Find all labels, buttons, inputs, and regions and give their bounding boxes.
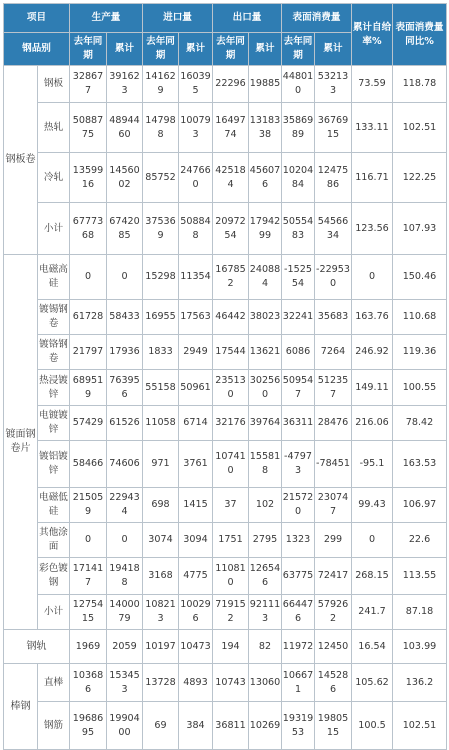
cell-self-sufficiency: 241.7 [352,595,393,630]
cell-exports-cumulative: 102 [249,488,282,523]
cell-production-last-year: 0 [70,255,107,300]
table-row [4,66,447,103]
cell-production-last-year: 1969 [70,630,107,664]
cell-production-cumulative: 2059 [107,630,143,664]
cell-apparent-cumulative: 532133 [315,66,352,103]
cell-imports-cumulative: 6714 [179,406,213,441]
cell-exports-cumulative: 921113 [249,595,282,630]
cell-apparent-cumulative: 3676915 [315,103,352,153]
cell-apparent-last-year: 63775 [282,558,315,595]
cell-imports-last-year: 698 [143,488,179,523]
cell-self-sufficiency: 246.92 [352,335,393,370]
cell-self-sufficiency: 105.62 [352,664,393,702]
row-name: 电磁低硅 [38,488,70,523]
cell-apparent-last-year: 5055483 [282,203,315,255]
cell-imports-last-year: 85752 [143,153,179,203]
cell-exports-last-year: 1751 [213,523,249,558]
cell-production-last-year: 103686 [70,664,107,702]
cell-exports-last-year: 194 [213,630,249,664]
cell-exports-last-year: 37 [213,488,249,523]
cell-self-sufficiency: 0 [352,255,393,300]
header-production-last-year: 去年同期 [70,33,107,66]
cell-production-last-year: 21797 [70,335,107,370]
cell-apparent-cumulative: 72417 [315,558,352,595]
row-name: 镀锡钢卷 [38,300,70,335]
cell-consumption-yoy: 22.6 [393,523,447,558]
row-name: 其他涂面 [38,523,70,558]
cell-exports-last-year: 22296 [213,66,249,103]
cell-apparent-last-year: 11972 [282,630,315,664]
cell-imports-cumulative: 10473 [179,630,213,664]
cell-exports-last-year: 107410 [213,441,249,488]
cell-production-last-year: 61728 [70,300,107,335]
cell-exports-cumulative: 10269 [249,702,282,750]
cell-exports-last-year: 1649774 [213,103,249,153]
cell-apparent-cumulative: 1247586 [315,153,352,203]
table-row [4,558,447,595]
cell-consumption-yoy: 110.68 [393,300,447,335]
cell-apparent-last-year: 664476 [282,595,315,630]
cell-production-cumulative: 153453 [107,664,143,702]
cell-production-cumulative: 0 [107,255,143,300]
cell-production-last-year: 1968695 [70,702,107,750]
row-name: 热轧 [38,103,70,153]
cell-exports-cumulative: 2795 [249,523,282,558]
header-production: 生产量 [70,4,143,33]
cell-apparent-cumulative: 5456634 [315,203,352,255]
cell-imports-cumulative: 11354 [179,255,213,300]
cell-imports-cumulative: 384 [179,702,213,750]
header-exports-cumulative: 累计 [249,33,282,66]
cell-production-cumulative: 1990400 [107,702,143,750]
cell-self-sufficiency: 149.11 [352,370,393,406]
row-name: 电镀镀锌 [38,406,70,441]
cell-apparent-last-year: 1020484 [282,153,315,203]
cell-production-cumulative: 229434 [107,488,143,523]
row-name: 镀铬钢卷 [38,335,70,370]
table-row [4,595,447,630]
cell-self-sufficiency: 100.5 [352,702,393,750]
header-self-sufficiency: 累计自给率% [352,4,393,66]
cell-production-last-year: 6777368 [70,203,107,255]
cell-exports-last-year: 36811 [213,702,249,750]
cell-imports-cumulative: 2949 [179,335,213,370]
header-apparent-consumption: 表面消费量 [282,4,352,33]
table-row [4,488,447,523]
table-row [4,664,447,702]
table-row [4,300,447,335]
cell-production-cumulative: 391623 [107,66,143,103]
header-row-1 [4,4,447,33]
cell-apparent-cumulative: 7264 [315,335,352,370]
cell-exports-cumulative: 155818 [249,441,282,488]
cell-imports-cumulative: 100793 [179,103,213,153]
cell-apparent-cumulative: 299 [315,523,352,558]
cell-imports-last-year: 375369 [143,203,179,255]
cell-consumption-yoy: 102.51 [393,103,447,153]
cell-apparent-cumulative: -78451 [315,441,352,488]
cell-imports-last-year: 3168 [143,558,179,595]
cell-imports-cumulative: 4893 [179,664,213,702]
cell-apparent-cumulative: 145286 [315,664,352,702]
cell-self-sufficiency: 73.59 [352,66,393,103]
cell-apparent-last-year: -47973 [282,441,315,488]
table-row [4,441,447,488]
cell-consumption-yoy: 107.93 [393,203,447,255]
cell-imports-cumulative: 17563 [179,300,213,335]
cell-self-sufficiency: 0 [352,523,393,558]
cell-imports-cumulative: 160395 [179,66,213,103]
cell-consumption-yoy: 118.78 [393,66,447,103]
row-name: 小计 [38,203,70,255]
cell-apparent-cumulative: 12450 [315,630,352,664]
table-row [4,103,447,153]
cell-apparent-last-year: 509547 [282,370,315,406]
cell-imports-last-year: 1833 [143,335,179,370]
cell-production-cumulative: 74606 [107,441,143,488]
steel-supply-table [3,3,447,750]
cell-imports-last-year: 3074 [143,523,179,558]
cell-imports-last-year: 13728 [143,664,179,702]
cell-consumption-yoy: 136.2 [393,664,447,702]
cell-production-cumulative: 6742085 [107,203,143,255]
group-label-bar: 棒钢 [4,664,38,750]
cell-exports-last-year: 46442 [213,300,249,335]
group-label-plate: 钢板卷 [4,66,38,255]
cell-consumption-yoy: 113.55 [393,558,447,595]
cell-production-last-year: 58466 [70,441,107,488]
cell-self-sufficiency: 216.06 [352,406,393,441]
cell-production-cumulative: 61526 [107,406,143,441]
cell-consumption-yoy: 102.51 [393,702,447,750]
cell-exports-cumulative: 19885 [249,66,282,103]
cell-self-sufficiency: 116.71 [352,153,393,203]
cell-exports-cumulative: 13621 [249,335,282,370]
cell-exports-last-year: 110810 [213,558,249,595]
cell-imports-last-year: 141629 [143,66,179,103]
cell-consumption-yoy: 78.42 [393,406,447,441]
cell-exports-cumulative: 240884 [249,255,282,300]
table-row [4,523,447,558]
cell-self-sufficiency: 163.76 [352,300,393,335]
table-row [4,255,447,300]
cell-apparent-last-year: 448010 [282,66,315,103]
cell-production-cumulative: 194188 [107,558,143,595]
cell-production-cumulative: 0 [107,523,143,558]
cell-self-sufficiency: 16.54 [352,630,393,664]
cell-exports-last-year: 235130 [213,370,249,406]
header-imports: 进口量 [143,4,213,33]
cell-production-last-year: 689519 [70,370,107,406]
cell-apparent-last-year: 32241 [282,300,315,335]
cell-apparent-last-year: -152554 [282,255,315,300]
cell-apparent-last-year: 36311 [282,406,315,441]
cell-apparent-cumulative: 1980515 [315,702,352,750]
cell-production-last-year: 57429 [70,406,107,441]
table-row [4,335,447,370]
cell-exports-last-year: 167852 [213,255,249,300]
cell-imports-last-year: 15298 [143,255,179,300]
cell-apparent-cumulative: 579262 [315,595,352,630]
cell-apparent-last-year: 6086 [282,335,315,370]
cell-apparent-cumulative: -229530 [315,255,352,300]
cell-imports-last-year: 55158 [143,370,179,406]
cell-exports-cumulative: 39764 [249,406,282,441]
header-apparent-cumulative: 累计 [315,33,352,66]
cell-exports-cumulative: 38023 [249,300,282,335]
header-exports: 出口量 [213,4,282,33]
cell-apparent-cumulative: 28476 [315,406,352,441]
header-category: 钢品别 [4,33,70,66]
cell-exports-cumulative: 302560 [249,370,282,406]
row-name: 热浸镀锌 [38,370,70,406]
row-name: 彩色镀钢 [38,558,70,595]
cell-exports-cumulative: 13060 [249,664,282,702]
cell-consumption-yoy: 122.25 [393,153,447,203]
cell-apparent-last-year: 1323 [282,523,315,558]
row-name: 钢板 [38,66,70,103]
cell-apparent-last-year: 106671 [282,664,315,702]
cell-apparent-cumulative: 230747 [315,488,352,523]
row-name: 冷轧 [38,153,70,203]
cell-production-cumulative: 58433 [107,300,143,335]
cell-apparent-last-year: 215720 [282,488,315,523]
cell-production-last-year: 171417 [70,558,107,595]
table-row [4,203,447,255]
header-imports-cumulative: 累计 [179,33,213,66]
cell-exports-last-year: 719152 [213,595,249,630]
cell-exports-cumulative: 1318338 [249,103,282,153]
cell-imports-cumulative: 100296 [179,595,213,630]
cell-self-sufficiency: 99.43 [352,488,393,523]
cell-imports-last-year: 971 [143,441,179,488]
header-imports-last-year: 去年同期 [143,33,179,66]
cell-imports-cumulative: 3761 [179,441,213,488]
row-name: 钢筋 [38,702,70,750]
cell-production-cumulative: 4894460 [107,103,143,153]
header-production-cumulative: 累计 [107,33,143,66]
table-row [4,702,447,750]
cell-imports-cumulative: 50961 [179,370,213,406]
group-label-rail: 钢轨 [4,630,70,664]
cell-imports-last-year: 108213 [143,595,179,630]
cell-production-cumulative: 763956 [107,370,143,406]
cell-production-last-year: 0 [70,523,107,558]
cell-exports-cumulative: 456076 [249,153,282,203]
cell-consumption-yoy: 106.97 [393,488,447,523]
cell-consumption-yoy: 87.18 [393,595,447,630]
cell-exports-cumulative: 126546 [249,558,282,595]
cell-consumption-yoy: 100.55 [393,370,447,406]
cell-imports-cumulative: 247660 [179,153,213,203]
cell-production-cumulative: 1456002 [107,153,143,203]
cell-consumption-yoy: 150.46 [393,255,447,300]
cell-imports-last-year: 11058 [143,406,179,441]
row-name: 小计 [38,595,70,630]
cell-imports-last-year: 10197 [143,630,179,664]
cell-imports-last-year: 16955 [143,300,179,335]
cell-apparent-last-year: 1931953 [282,702,315,750]
header-apparent-last-year: 去年同期 [282,33,315,66]
cell-production-last-year: 328677 [70,66,107,103]
row-name: 镀铝镀锌 [38,441,70,488]
cell-self-sufficiency: 123.56 [352,203,393,255]
cell-production-last-year: 215059 [70,488,107,523]
cell-imports-cumulative: 1415 [179,488,213,523]
table-row [4,406,447,441]
cell-apparent-cumulative: 35683 [315,300,352,335]
cell-imports-last-year: 147988 [143,103,179,153]
table-row [4,630,447,664]
cell-exports-last-year: 425184 [213,153,249,203]
cell-imports-cumulative: 4775 [179,558,213,595]
cell-production-last-year: 1359916 [70,153,107,203]
cell-self-sufficiency: -95.1 [352,441,393,488]
table-row [4,153,447,203]
table-row [4,370,447,406]
cell-consumption-yoy: 103.99 [393,630,447,664]
cell-production-last-year: 5088775 [70,103,107,153]
cell-production-last-year: 1275415 [70,595,107,630]
cell-imports-last-year: 69 [143,702,179,750]
cell-exports-last-year: 10743 [213,664,249,702]
cell-exports-last-year: 32176 [213,406,249,441]
row-name: 直棒 [38,664,70,702]
cell-production-cumulative: 1400079 [107,595,143,630]
header-item: 项目 [4,4,70,33]
group-label-coated: 镀面钢卷片 [4,255,38,630]
cell-exports-cumulative: 1794299 [249,203,282,255]
cell-apparent-cumulative: 512357 [315,370,352,406]
cell-consumption-yoy: 119.36 [393,335,447,370]
cell-consumption-yoy: 163.53 [393,441,447,488]
cell-exports-last-year: 17544 [213,335,249,370]
cell-production-cumulative: 17936 [107,335,143,370]
cell-apparent-last-year: 3586989 [282,103,315,153]
row-name: 电磁高硅 [38,255,70,300]
header-exports-last-year: 去年同期 [213,33,249,66]
cell-exports-cumulative: 82 [249,630,282,664]
cell-imports-cumulative: 3094 [179,523,213,558]
cell-imports-cumulative: 508848 [179,203,213,255]
cell-self-sufficiency: 133.11 [352,103,393,153]
header-consumption-yoy: 表面消费量同比% [393,4,447,66]
cell-self-sufficiency: 268.15 [352,558,393,595]
cell-exports-last-year: 2097254 [213,203,249,255]
